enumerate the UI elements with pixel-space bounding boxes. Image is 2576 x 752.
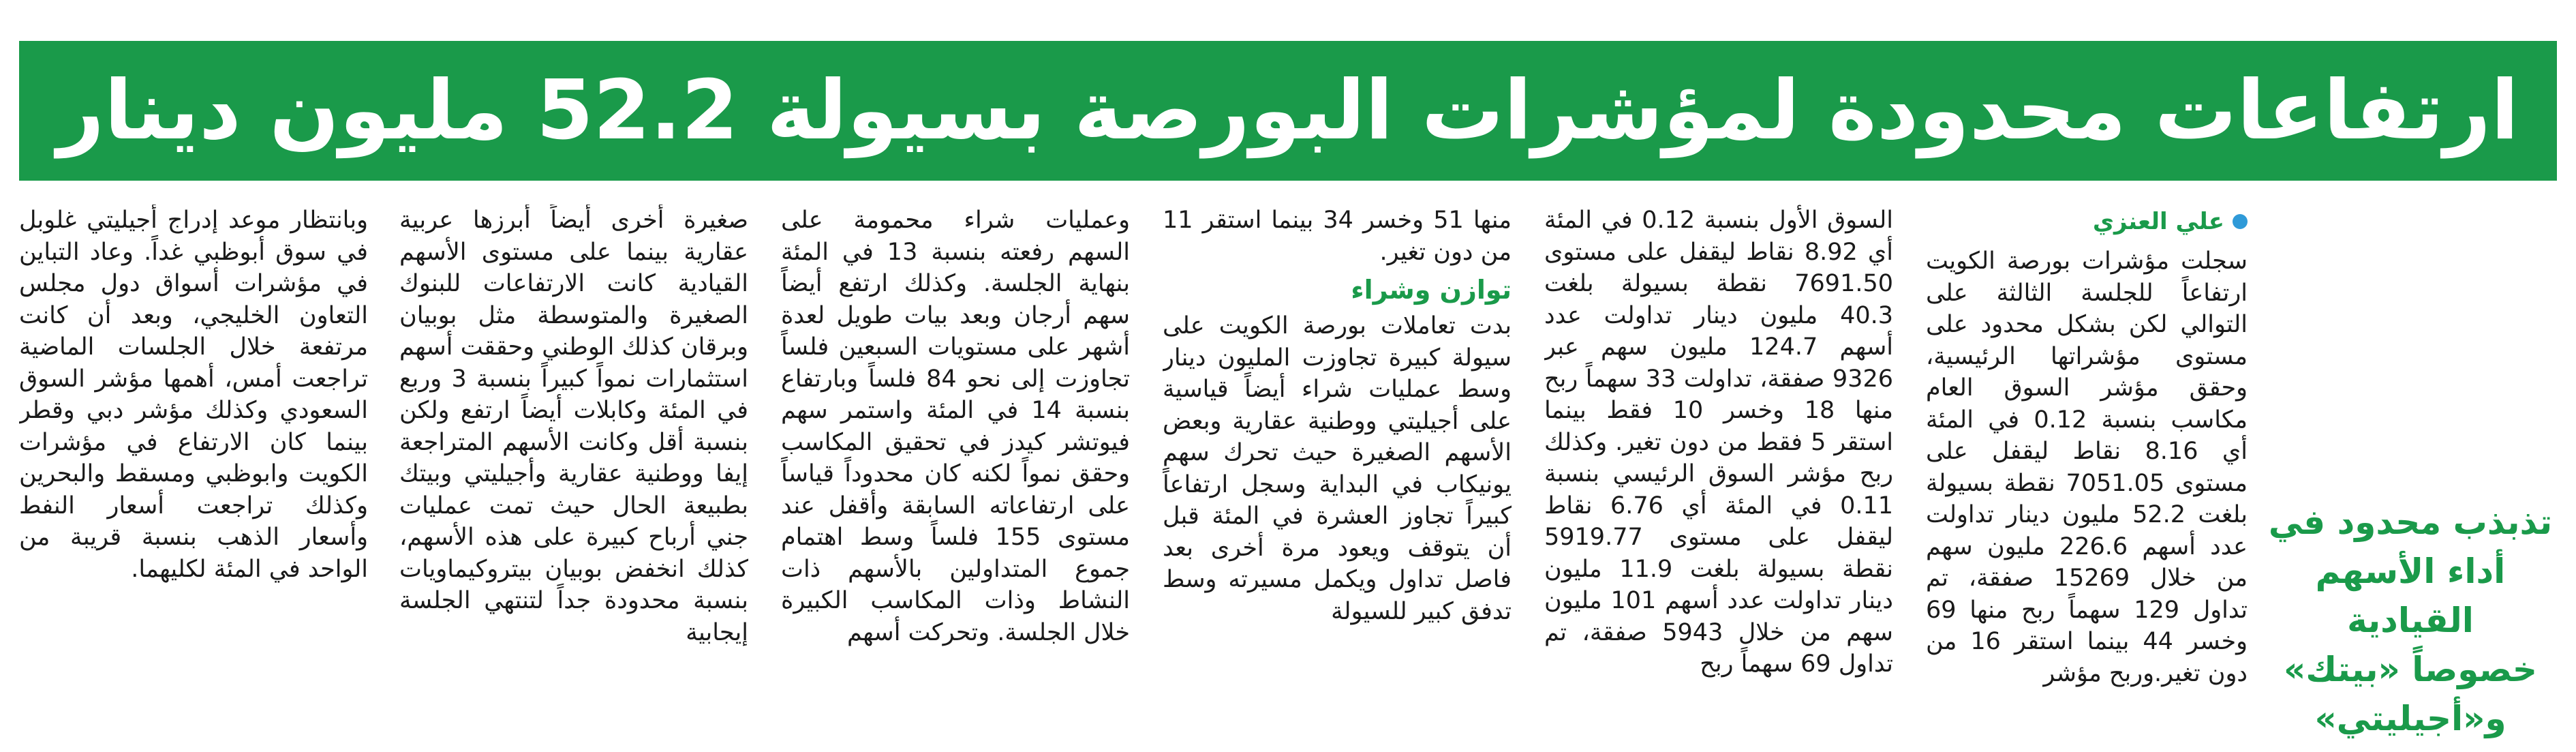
paragraph: صغيرة أخرى أيضاً أبرزها عربية عقارية بينما على مستوى الأسهم القيادية كانت الارتفاعات للبنوك الصغيرة والمتوسطة مثل بوبيان وبرقان كذلك الوطني وحققت أسهم استثمارات نمواً كبيراً بنسبة 3 وربع في المئة وكابلات أيضاً ارتفع ولكن بنسبة أقل وكانت الأسهم المتراجعة إيفا ووطنية عقارية وأجيليتي وبيتك بطبيعة الحال حيث تمت عمليات جني أرباح كبيرة على هذه الأسهم، كذلك انخفض بوبيان بيتروكيماويات بنسبة محدودة جداً لتنتهي الجلسة إيجابية bbox=[399, 207, 748, 646]
pull-quote bbox=[2264, 498, 2557, 743]
paragraph: وعمليات شراء محمومة على السهم رفعته بنسبة 13 في المئة بنهاية الجلسة. وكذلك ارتفع أيضاً سهم أرجان وبعد بيات طويل لعدة أشهر على مستويات السبعين فلساً تجاوزت إلى نحو 84 فلساً وبارتفاع بنسبة 14 في المئة واستمر سهم فيوتشر كيدز في تحقيق المكاسب وحقق نمواً لكنه كان محدوداً قياساً على ارتفاعاته السابقة وأقفل عند مستوى 155 فلساً وسط اهتمام جموع المتداولين بالأسهم ذات النشاط وذات المكاسب الكبيرة خلال الجلسة. وتحركت أسهم bbox=[781, 207, 1130, 646]
text-column-3 bbox=[1163, 205, 1512, 716]
text-column-5 bbox=[399, 205, 748, 716]
text-column-1 bbox=[1926, 205, 2248, 716]
pull-quote-line: تذبذب محدود في bbox=[2268, 502, 2553, 542]
headline-banner bbox=[19, 41, 2557, 181]
text-column-6 bbox=[19, 205, 368, 716]
text-column-2 bbox=[1544, 205, 1893, 716]
paragraph: منها 51 وخسر 34 بينما استقر 11 من دون تغير. bbox=[1163, 207, 1512, 266]
pull-quote-line: و«أجيليتي» bbox=[2314, 699, 2506, 738]
author-name: علي العنزي bbox=[2092, 208, 2224, 235]
pull-quote-line: أداء الأسهم القيادية bbox=[2315, 552, 2506, 640]
pull-quote-line: خصوصاً «بيتك» bbox=[2284, 650, 2537, 689]
paragraph: بدت تعاملات بورصة الكويت على سيولة كبيرة تجاوزت المليون دينار وسط عمليات شراء أيضاً قياسية على أجيليتي ووطنية عقارية وبعض الأسهم الصغيرة حيث تحرك سهم يونيكاب في البداية وسجل ارتفاعاً كبيراً تجاوز العشرة في المئة قبل أن يتوقف ويعود مرة أخرى بعد فاصل تداول ويكمل مسيرته وسط تدفق كبير للسيولة bbox=[1163, 312, 1512, 625]
article-body bbox=[19, 205, 2557, 738]
byline-dot-icon bbox=[2233, 214, 2248, 229]
paragraph: سجلت مؤشرات بورصة الكويت ارتفاعاً للجلسة الثالثة على التوالي لكن بشكل محدود على مستوى مؤشراتها الرئيسية، وحقق مؤشر السوق العام مكاسب بنسبة 0.12 في المئة أي 8.16 نقاط ليقفل على مستوى 7051.05 نقطة بسيولة بلغت 52.2 مليون دينار تداولت عدد أسهم 226.6 مليون سهم من خلال 15269 صفقة، تم تداول 129 سهماً ربح منها 69 وخسر 44 بينما استقر 16 من دون تغير.وربح مؤشر bbox=[1926, 247, 2248, 687]
headline: ارتفاعات محدودة لمؤشرات البورصة بسيولة 52.2 مليون دينار bbox=[57, 63, 2519, 158]
paragraph: وبانتظار موعد إدراج أجيليتي غلوبل في سوق أبوظبي غداً. وعاد التباين في مؤشرات أسواق دول مجلس التعاون الخليجي، وبعد أن كانت مرتفعة خلال الجلسات الماضية تراجعت أمس، أهمها مؤشر السوق السعودي وكذلك مؤشر دبي وقطر بينما كان الارتفاع في مؤشرات الكويت وابوظبي ومسقط والبحرين وكذلك تراجعت أسعار النفط وأسعار الذهب بنسبة قريبة من الواحد في المئة لكليهما. bbox=[19, 207, 368, 583]
section-subhead: توازن وشراء bbox=[1351, 275, 1512, 305]
byline bbox=[1926, 205, 2248, 239]
paragraph: السوق الأول بنسبة 0.12 في المئة أي 8.92 نقاط ليقفل على مستوى 7691.50 نقطة بسيولة بلغت 40.3 مليون دينار تداولت عدد أسهم 124.7 مليون سهم عبر 9326 صفقة، تداولت 33 سهماً ربح منها 18 وخسر 10 فقط بينما استقر 5 فقط من دون تغير. وكذلك ربح مؤشر السوق الرئيسي بنسبة 0.11 في المئة أي 6.76 نقاط ليقفل على مستوى 5919.77 نقطة بسيولة بلغت 11.9 مليون دينار تداولت عدد أسهم 101 مليون سهم من خلال 5943 صفقة، تم تداول 69 سهماً ربح bbox=[1544, 207, 1893, 678]
text-column-4 bbox=[781, 205, 1130, 716]
